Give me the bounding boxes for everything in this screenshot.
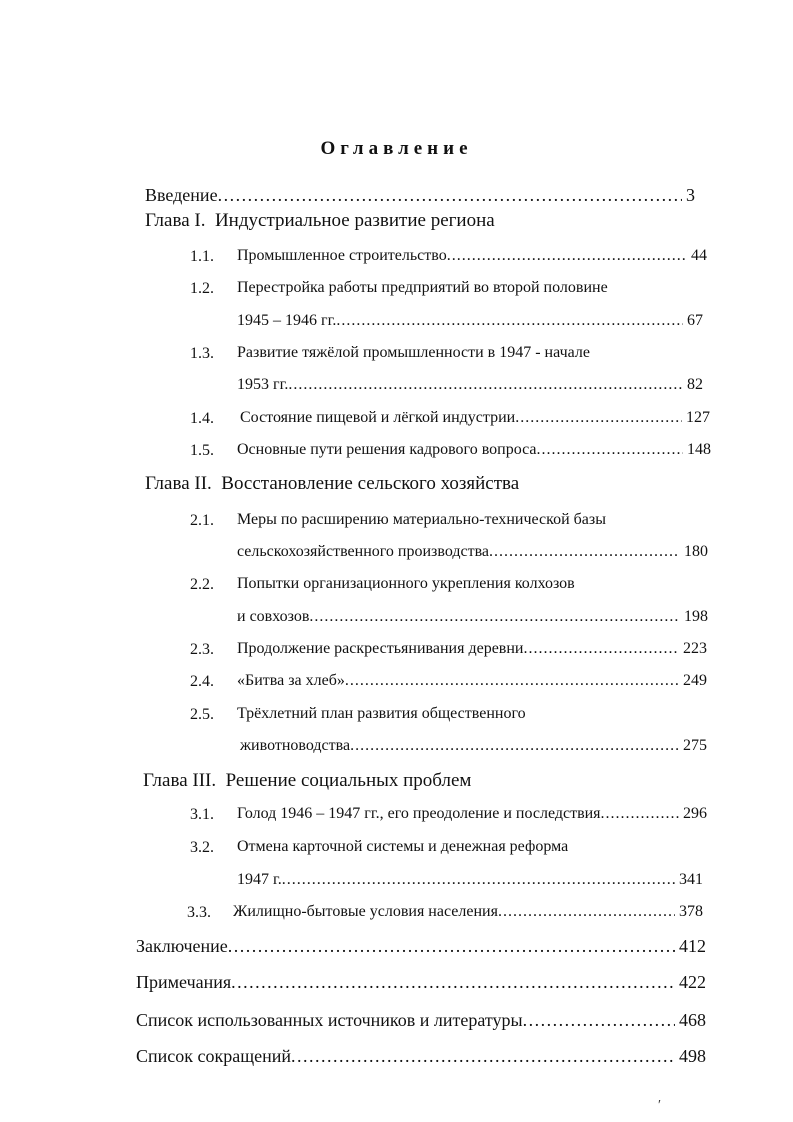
section-title: Меры по расширению материально-технической базы	[237, 511, 606, 528]
toc-page-number: 148	[687, 441, 711, 458]
section-title: Состояние пищевой и лёгкой индустрии	[240, 409, 516, 426]
toc-page-number: 198	[684, 608, 708, 625]
toc-section	[237, 872, 703, 888]
toc-page-number: 468	[679, 1010, 706, 1030]
chapter-label: Глава II.	[145, 473, 212, 494]
toc-section	[240, 738, 707, 754]
section-title: Трёхлетний план развития общественного	[237, 705, 526, 722]
toc-entry-label: Примечания	[136, 972, 232, 992]
toc-entry-sources	[136, 1011, 706, 1029]
section-title-continued: 1947 г.	[237, 871, 282, 888]
toc-entry-label: Введение	[145, 185, 218, 205]
chapter-title: Индустриальное развитие региона	[214, 210, 495, 231]
leader-dots	[515, 410, 682, 426]
section-title: Голод 1946 – 1947 гг., его преодоление и последствия	[237, 805, 601, 822]
toc-page-number: 296	[683, 805, 707, 822]
section-number: 2.5.	[190, 706, 214, 723]
toc-page-number: 67	[687, 312, 703, 329]
toc-section	[240, 410, 710, 426]
toc-section	[237, 641, 707, 657]
toc-page-number: 3	[686, 185, 695, 205]
toc-page-number: 275	[683, 737, 707, 754]
toc-section	[237, 442, 711, 458]
leader-dots	[523, 641, 679, 657]
toc-page-number: 249	[683, 672, 707, 689]
section-title-continued: животноводства	[240, 737, 351, 754]
section-title: Жилищно-бытовые условия населения	[233, 903, 498, 920]
section-title: Развитие тяжёлой промышленности в 1947 - начале	[237, 344, 590, 361]
toc-section	[237, 313, 703, 329]
toc-section	[237, 248, 707, 264]
toc-entry-conclusion	[136, 937, 706, 955]
toc-section	[237, 806, 707, 822]
toc-entry-intro	[145, 186, 695, 204]
toc-entry-label: Список сокращений	[136, 1046, 291, 1066]
chapter-heading	[145, 211, 495, 230]
leader-dots	[350, 738, 679, 754]
leader-dots	[345, 673, 679, 689]
leader-dots	[218, 186, 682, 204]
section-title: Попытки организационного укрепления колхозов	[237, 575, 575, 592]
section-title-continued: 1945 – 1946 гг.	[237, 312, 337, 329]
section-title: Промышленное строительство	[237, 247, 447, 264]
leader-dots	[523, 1011, 675, 1029]
leader-dots	[228, 937, 675, 955]
section-number: 1.1.	[190, 248, 214, 265]
section-number: 1.4.	[190, 410, 214, 427]
chapter-title: Решение социальных проблем	[225, 770, 472, 791]
section-number: 1.5.	[190, 442, 214, 459]
section-title-continued: сельскохозяйственного производства	[237, 543, 490, 560]
toc-page-number: 341	[679, 871, 703, 888]
section-number: 2.4.	[190, 673, 214, 690]
toc-page-number: 223	[683, 640, 707, 657]
section-number: 3.3.	[187, 904, 211, 921]
toc-page-number: 82	[687, 376, 703, 393]
leader-dots	[498, 904, 675, 920]
toc-page-number: 180	[684, 543, 708, 560]
section-title: Перестройка работы предприятий во второй половине	[237, 279, 608, 296]
leader-dots	[282, 872, 675, 888]
section-number: 3.2.	[190, 839, 214, 856]
leader-dots	[601, 806, 679, 822]
leader-dots	[231, 973, 675, 991]
chapter-title: Восстановление сельского хозяйства	[221, 473, 520, 494]
section-title: «Битва за хлеб»	[237, 672, 345, 689]
section-title: Продолжение раскрестьянивания деревни	[237, 640, 524, 657]
toc-entry-notes	[136, 973, 706, 991]
section-number: 3.1.	[190, 806, 214, 823]
chapter-heading	[143, 771, 471, 790]
leader-dots	[336, 313, 683, 329]
toc-page-number: 498	[679, 1046, 706, 1066]
toc-section	[237, 377, 703, 393]
chapter-heading	[145, 474, 519, 493]
section-title: Отмена карточной системы и денежная реформа	[237, 838, 569, 855]
toc-page-number: 412	[679, 936, 706, 956]
toc-section	[237, 609, 708, 625]
toc-page-number: 422	[679, 972, 706, 992]
section-title-continued: и совхозов	[237, 608, 310, 625]
toc-page-number: 378	[679, 903, 703, 920]
leader-dots	[537, 442, 684, 458]
section-number: 2.2.	[190, 576, 214, 593]
section-number: 1.2.	[190, 280, 214, 297]
section-number: 1.3.	[190, 345, 214, 362]
toc-page-number: 127	[686, 409, 710, 426]
section-title: Основные пути решения кадрового вопроса	[237, 441, 537, 458]
section-title-continued: 1953 гг.	[237, 376, 289, 393]
leader-dots	[447, 248, 687, 264]
toc-entry-abbreviations	[136, 1047, 706, 1065]
leader-dots	[309, 609, 680, 625]
leader-dots	[288, 377, 683, 393]
chapter-label: Глава III.	[143, 770, 217, 791]
toc-section	[233, 904, 703, 920]
toc-title: Оглавление	[320, 138, 473, 159]
chapter-label: Глава I.	[145, 210, 206, 231]
toc-section	[237, 544, 708, 560]
toc-section	[237, 673, 707, 689]
toc-entry-label: Список использованных источников и литературы	[136, 1010, 523, 1030]
toc-page-number: 44	[691, 247, 707, 264]
stray-mark: ′	[658, 1098, 662, 1113]
leader-dots	[489, 544, 680, 560]
section-number: 2.3.	[190, 641, 214, 658]
leader-dots	[291, 1047, 675, 1065]
toc-entry-label: Заключение	[136, 936, 228, 956]
section-number: 2.1.	[190, 512, 214, 529]
